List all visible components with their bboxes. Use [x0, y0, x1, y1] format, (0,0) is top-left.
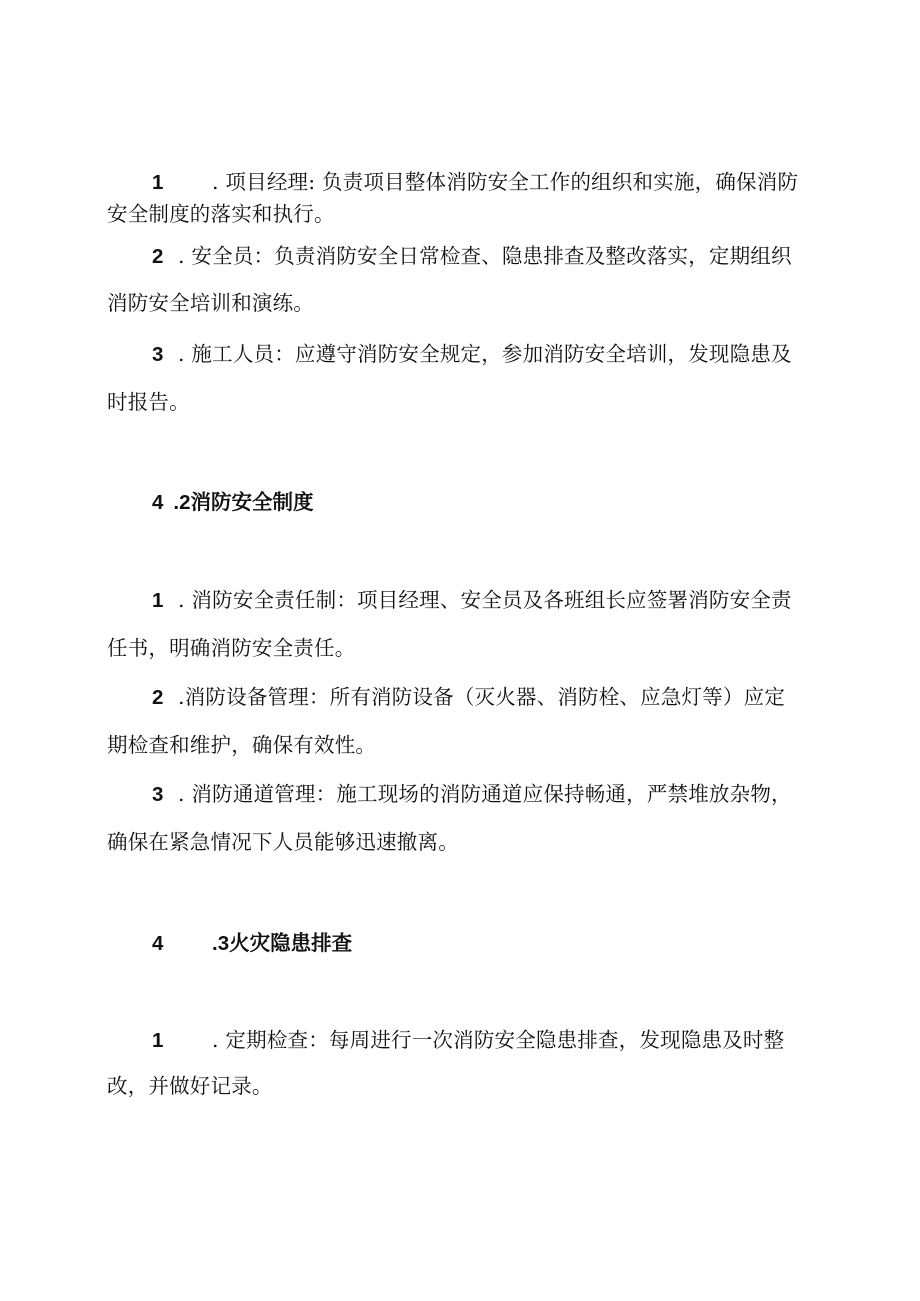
list-item-number: 2 [152, 245, 164, 268]
list-item-number: 1 [152, 589, 164, 612]
list-item-2-line1: 2 . 安全员：负责消防安全日常检查、隐患排查及整改落实，定期组织 [152, 242, 823, 271]
section-4-2-item-1-line2: 任书，明确消防安全责任。 [107, 636, 356, 660]
list-item-1-line1: 1 . 项目经理: 负责项目整体消防安全工作的组织和实施，确保消防 [152, 168, 823, 197]
list-item-2-line2: 消防安全培训和演练。 [107, 291, 314, 315]
list-item-3-line1: 3 . 施工人员：应遵守消防安全规定，参加消防安全培训，发现隐患及 [152, 340, 823, 369]
list-item-3-line2: 时报告。 [107, 390, 190, 414]
section-4-2-item-2-line2: 期检查和维护，确保有效性。 [107, 733, 377, 757]
section-4-3-item-1-line1: 1 . 定期检查：每周进行一次消防安全隐患排查，发现隐患及时整 [152, 1026, 823, 1055]
list-item-number: 3 [152, 343, 164, 366]
section-title: .2消防安全制度 [173, 491, 314, 514]
section-4-2-item-3-line2: 确保在紧急情况下人员能够迅速撤离。 [107, 830, 459, 854]
list-item-1-line2: 安全制度的落实和执行。 [107, 202, 335, 226]
list-item-number: 3 [152, 783, 164, 806]
section-title: .3火灾隐患排查 [212, 932, 353, 955]
list-item-number: 1 [152, 171, 164, 194]
section-heading-4-3 [152, 930, 352, 958]
section-number: 4 [152, 932, 164, 955]
list-item-number: 2 [152, 686, 164, 709]
section-4-2-item-1-line1: 1 . 消防安全责任制：项目经理、安全员及各班组长应签署消防安全责 [152, 586, 823, 615]
section-4-2-item-3-line1: 3 . 消防通道管理：施工现场的消防通道应保持畅通，严禁堆放杂物， [152, 780, 823, 809]
section-4-3-item-1-line2: 改，并做好记录。 [107, 1074, 273, 1098]
list-item-number: 1 [152, 1029, 164, 1052]
section-number: 4 [152, 491, 164, 514]
section-4-2-item-2-line1: 2 .消防设备管理：所有消防设备（灭火器、消防栓、应急灯等）应定 [152, 683, 823, 712]
section-heading-4-2 [152, 489, 314, 517]
